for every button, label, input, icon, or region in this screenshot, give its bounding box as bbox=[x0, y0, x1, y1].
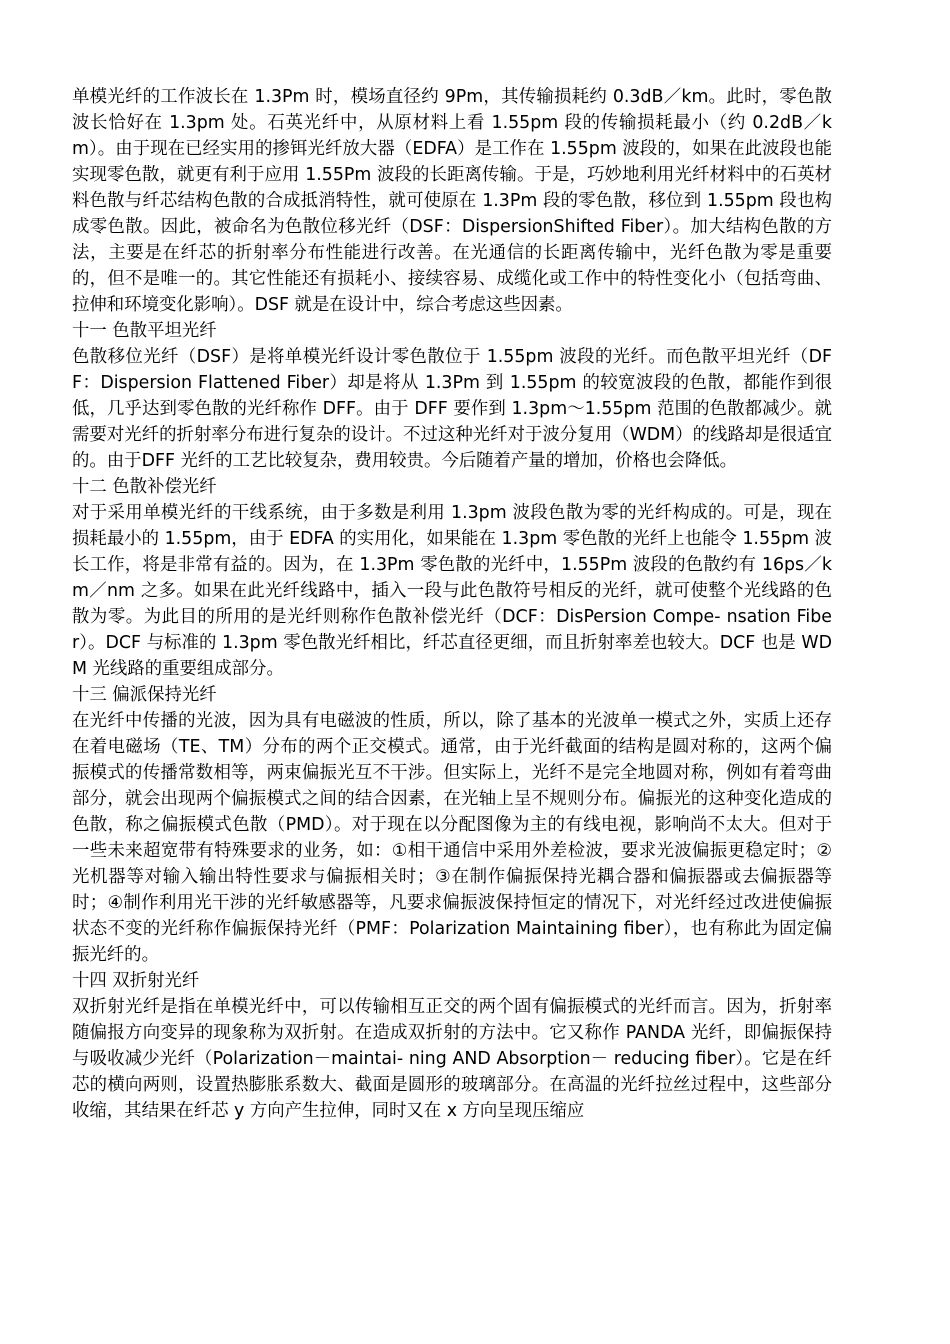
section-heading-11: 十一 色散平坦光纤 bbox=[72, 321, 217, 341]
section-heading-14: 十四 双折射光纤 bbox=[72, 971, 200, 991]
section-heading-12: 十二 色散补偿光纤 bbox=[72, 477, 217, 497]
paragraph-dff: 色散移位光纤（DSF）是将单模光纤设计零色散位于 1.55pm 波段的光纤。而色散平坦光纤（DFF：Dispersion Flattened Fiber）却是将从 1.3Pm 到 1.55pm 的较宽波段的色散，都能作到很低，几乎达到零色散的光纤称作 DFF。由于 DFF 要作到 1.3pm～1.55pm 范围的色散都减少。就需要对光纤的折射率分布进行复杂的设计。不过这种光纤对于波分复用（WDM）的线路却是很适宜的。由于DFF 光纤的工艺比较复杂，费用较贵。今后随着产量的增加，价格也会降低。 bbox=[72, 347, 832, 471]
document-body bbox=[72, 84, 832, 1124]
paragraph-panda: 双折射光纤是指在单模光纤中，可以传输相互正交的两个固有偏振模式的光纤而言。因为，折射率随偏报方向变异的现象称为双折射。在造成双折射的方法中。它又称作 PANDA 光纤，即偏振保持与吸收减少光纤（Polarization－maintai- ning AND Absorption－ reducing fiber）。它是在纤芯的横向两则，设置热膨胀系数大、截面是圆形的玻璃部分。在高温的光纤拉丝过程中，这些部分收缩，其结果在纤芯 y 方向产生拉伸，同时又在 x 方向呈现压缩应 bbox=[72, 997, 832, 1121]
section-heading-13: 十三 偏派保持光纤 bbox=[72, 685, 217, 705]
paragraph-dsf: 单模光纤的工作波长在 1.3Pm 时，模场直径约 9Pm，其传输损耗约 0.3dB／km。此时，零色散波长恰好在 1.3pm 处。石英光纤中，从原材料上看 1.55pm 段的传输损耗最小（约 0.2dB／km）。由于现在已经实用的掺铒光纤放大器（EDFA）是工作在 1.55pm 波段的，如果在此波段也能实现零色散，就更有利于应用 1.55Pm 波段的长距离传输。于是，巧妙地利用光纤材料中的石英材料色散与纤芯结构色散的合成抵消特性，就可使原在 1.3Pm 段的零色散，移位到 1.55pm 段也构成零色散。因此，被命名为色散位移光纤（DSF：DispersionShifted Fiber）。加大结构色散的方法，主要是在纤芯的折射率分布性能进行改善。在光通信的长距离传输中，光纤色散为零是重要的，但不是唯一的。其它性能还有损耗小、接续容易、成缆化或工作中的特性变化小（包括弯曲、拉伸和环境变化影响）。DSF 就是在设计中，综合考虑这些因素。 bbox=[72, 87, 832, 315]
paragraph-dcf: 对于采用单模光纤的干线系统，由于多数是利用 1.3pm 波段色散为零的光纤构成的。可是，现在损耗最小的 1.55pm，由于 EDFA 的实用化，如果能在 1.3pm 零色散的光纤上也能令 1.55pm 波长工作，将是非常有益的。因为，在 1.3Pm 零色散的光纤中，1.55Pm 波段的色散约有 16ps／km／nm 之多。如果在此光纤线路中，插入一段与此色散符号相反的光纤，就可使整个光线路的色散为零。为此目的所用的是光纤则称作色散补偿光纤（DCF：DisPersion Compe- nsation Fiber）。DCF 与标准的 1.3pm 零色散光纤相比，纤芯直径更细，而且折射率差也较大。DCF 也是 WDM 光线路的重要组成部分。 bbox=[72, 503, 832, 679]
paragraph-pmf: 在光纤中传播的光波，因为具有电磁波的性质，所以，除了基本的光波单一模式之外，实质上还存在着电磁场（TE、TM）分布的两个正交模式。通常，由于光纤截面的结构是圆对称的，这两个偏振模式的传播常数相等，两束偏振光互不干涉。但实际上，光纤不是完全地圆对称，例如有着弯曲部分，就会出现两个偏振模式之间的结合因素，在光轴上呈不规则分布。偏振光的这种变化造成的色散，称之偏振模式色散（PMD）。对于现在以分配图像为主的有线电视，影响尚不太大。但对于一些未来超宽带有特殊要求的业务，如：①相干通信中采用外差检波，要求光波偏振更稳定时；②光机器等对输入输出特性要求与偏振相关时；③在制作偏振保持光耦合器和偏振器或去偏振器等时；④制作利用光干涉的光纤敏感器等，凡要求偏振波保持恒定的情况下，对光纤经过改进使偏振状态不变的光纤称作偏振保持光纤（PMF：Polarization Maintaining fiber），也有称此为固定偏振光纤的。 bbox=[72, 711, 832, 965]
